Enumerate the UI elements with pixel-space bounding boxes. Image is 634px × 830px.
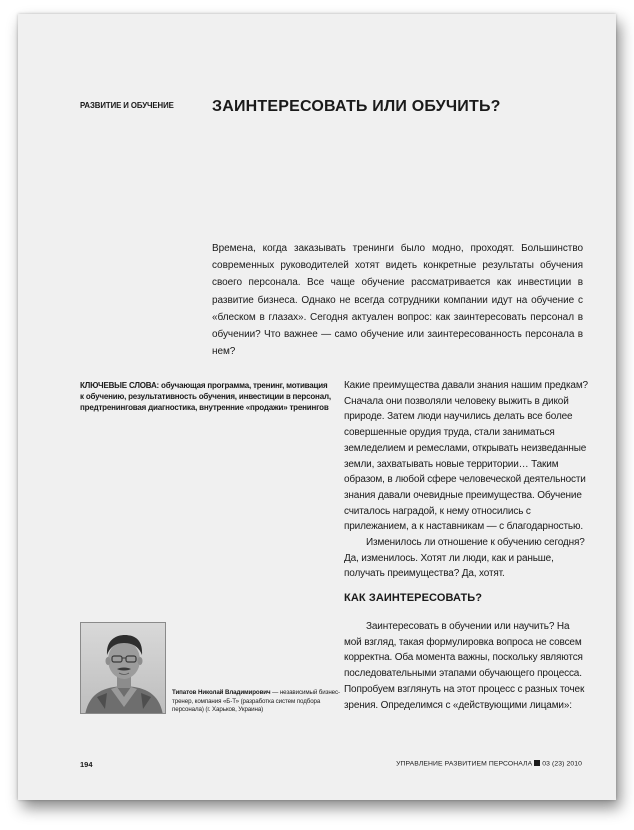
keywords-text: обучающая программа, тренинг, мотивация к обучению, результативность обучения, инвестиции в персонал, предтренинговая диагностика, внутренние «продажи» тренингов bbox=[80, 381, 331, 413]
author-description: — независимый бизнес-тренер, компания «Б-Т» (разработка систем подбора персонала) (г. Харьков, Украина) bbox=[172, 689, 340, 714]
article-lead: Времена, когда заказывать тренинги было модно, проходят. Большинство современных руководителей хотят видеть конкретные результаты обучения своего персонала. Все чаще обучение рассматривается как инвестиции в развитие бизнеса. Однако не всегда сотрудники компании идут на обучение с «блеском в глазах». Сегодня актуален вопрос: как заинтересовать персонал в обучении? Что важнее — само обучение или заинтересованность персонала в нем? bbox=[212, 243, 583, 358]
journal-issue: 03 (23) 2010 bbox=[542, 760, 582, 768]
author-caption bbox=[172, 689, 342, 715]
author-photo bbox=[80, 622, 166, 714]
section-label: РАЗВИТИЕ И ОБУЧЕНИЕ bbox=[80, 100, 174, 110]
journal-footer bbox=[396, 760, 582, 768]
body-paragraph-2: Изменилось ли отношение к обучению сегодня? Да, изменилось. Хотят ли люди, как и раньше, получать преимущества? Да, хотят. bbox=[344, 537, 585, 580]
page-number: 194 bbox=[80, 760, 93, 769]
body-column-2 bbox=[344, 619, 589, 713]
body-column bbox=[344, 378, 589, 582]
magazine-page bbox=[18, 14, 616, 800]
author-name: Типатов Николай Владимирович bbox=[172, 689, 271, 696]
keywords-block bbox=[80, 380, 332, 414]
section-subheading: КАК ЗАИНТЕРЕСОВАТЬ? bbox=[344, 592, 483, 604]
article-title: ЗАИНТЕРЕСОВАТЬ ИЛИ ОБУЧИТЬ? bbox=[212, 98, 501, 115]
square-bullet-icon bbox=[534, 760, 540, 766]
author-portrait-icon bbox=[81, 623, 166, 714]
body-paragraph-1: Какие преимущества давали знания нашим предкам? Сначала они позволяли человеку выжить в дикой природе. Затем люди научились делать все более совершенные орудия труда, стали заниматься земледелием и ремеслами, открывать неизведанные земли, захватывать новые территории… Таким образом, в любой сфере человеческой деятельности знания давали очевидные преимущества. Обучение считалось наградой, к нему относились с прилежанием, а к наставникам — с благодарностью. bbox=[344, 380, 588, 533]
journal-name: УПРАВЛЕНИЕ РАЗВИТИЕМ ПЕРСОНАЛА bbox=[396, 760, 533, 768]
keywords-label: КЛЮЧЕВЫЕ СЛОВА: bbox=[80, 381, 160, 390]
body-paragraph-3: Заинтересовать в обучении или научить? На мой взгляд, такая формулировка вопроса не совсем корректна. Оба момента важны, поскольку являются последовательными этапами обучающего процесса. Попробуем взглянуть на этот процесс с разных точек зрения. Определимся с «действующими лицами»: bbox=[344, 621, 585, 711]
